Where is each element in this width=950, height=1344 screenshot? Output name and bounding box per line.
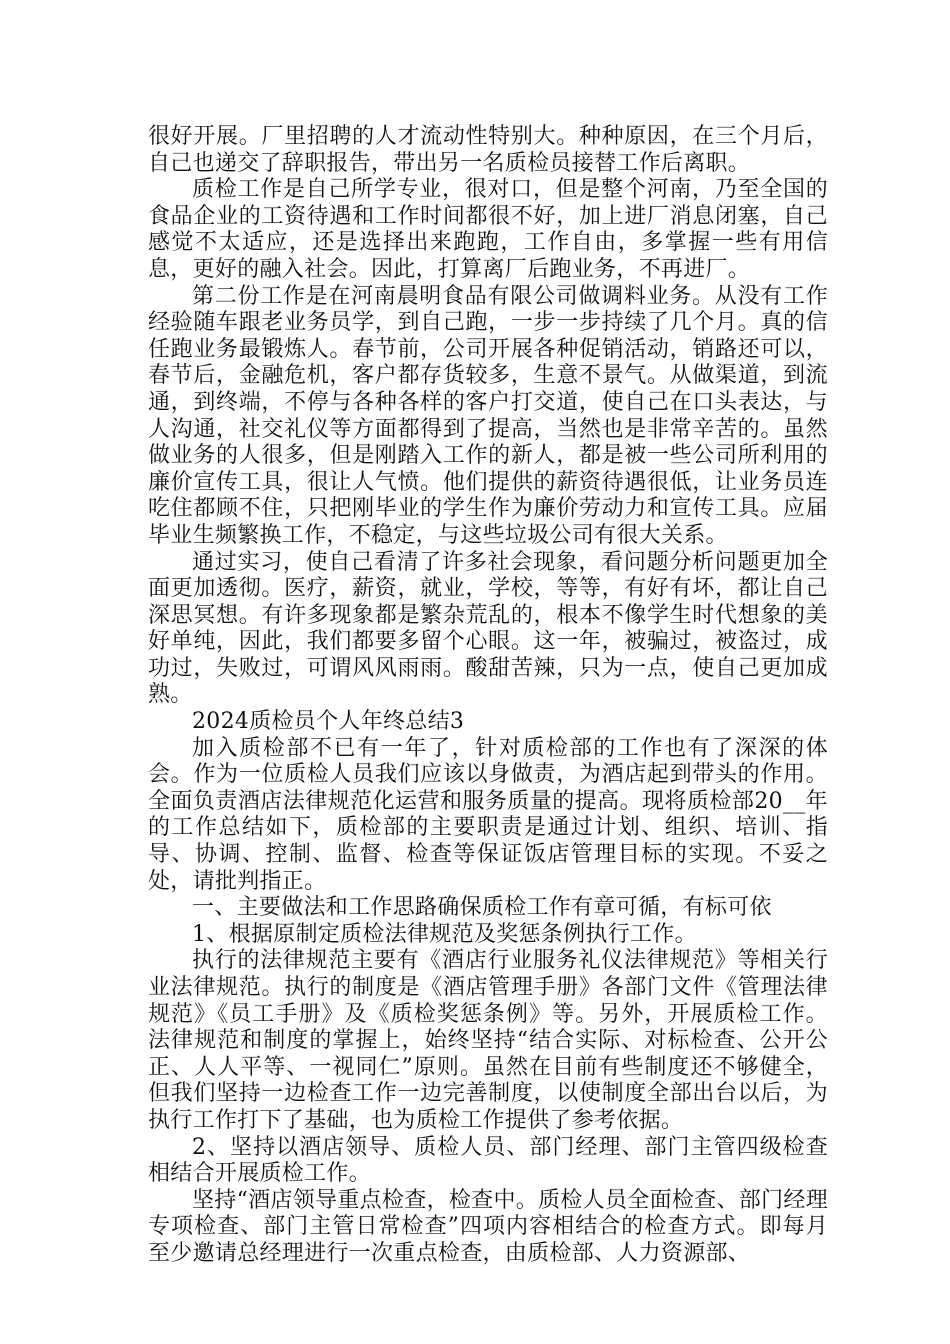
paragraph-internship-summary: 通过实习，使自己看清了许多社会现象，看问题分析问题更加全面更加透彻。医疗，薪资，就业，学校，等等，有好有坏，都让自己深思冥想。有许多现象都是繁杂荒乱的，根本不像学生时代想象的美好单纯，因此，我们都要多留个心眼。这一年，被骗过，被盗过，成功过，失败过，可谓风风雨雨。酸甜苦辣，只为一点，使自己更加成熟。 xyxy=(148,549,828,708)
paragraph-continuation: 很好开展。厂里招聘的人才流动性特别大。种种原因，在三个月后，自己也递交了辞职报告，带出另一名质检员接替工作后离职。 xyxy=(148,124,828,176)
subheading-item-2: 2、坚持以酒店领导、质检人员、部门经理、部门主管四级检查相结合开展质检工作。 xyxy=(148,1134,828,1187)
document-body xyxy=(148,124,828,1268)
paragraph-regulations: 执行的法律规范主要有《酒店行业服务礼仪法律规范》等相关行业法律规范。执行的制度是《酒店管理手册》各部门文件《管理法律规范》《员工手册》及《质检奖惩条例》等。另外，开展质检工作。法律规范和制度的掌握上，始终坚持“结合实际、对标检查、公开公正、人人平等、一视同仁”原则。虽然在目前有些制度还不够健全，但我们坚持一边检查工作一边完善制度，以使制度全部出台以后，为执行工作打下了基础，也为质检工作提供了参考依据。 xyxy=(148,948,828,1133)
paragraph-inspection-method: 坚持“酒店领导重点检查，检查中。质检人员全面检查、部门经理专项检查、部门主管日常检查”四项内容相结合的检查方式。即每月至少邀请总经理进行一次重点检查，由质检部、人力资源部、 xyxy=(148,1187,828,1266)
subheading-one: 一、主要做法和工作思路确保质检工作有章可循，有标可依 xyxy=(192,895,772,921)
subheading-item-1: 1、根据原制定质检法律规范及奖惩条例执行工作。 xyxy=(192,921,697,947)
paragraph-major-reflection: 质检工作是自己所学专业，很对口，但是整个河南，乃至全国的食品企业的工资待遇和工作时间都很不好，加上进厂消息闭塞，自己感觉不太适应，还是选择出来跑跑，工作自由，多掌握一些有用信息，更好的融入社会。因此，打算离厂后跑业务，不再进厂。 xyxy=(148,177,828,282)
paragraph-intro: 加入质检部不已有一年了，针对质检部的工作也有了深深的体会。作为一位质检人员我们应该以身做责，为酒店起到带头的作用。全面负责酒店法律规范化运营和服务质量的提高。现将质检部20__年的工作总结如下，质检部的主要职责是通过计划、组织、培训、指导、协调、控制、监督、检查等保证饭店管理目标的实现。不妥之处，请批判指正。 xyxy=(148,735,828,894)
paragraph-second-job: 第二份工作是在河南晨明食品有限公司做调料业务。从没有工作经验随车跟老业务员学，到自己跑，一步一步持续了几个月。真的信任跑业务最锻炼人。春节前，公司开展各种促销活动，销路还可以，春节后，金融危机，客户都存货较多，生意不景气。从做渠道，到流通，到终端，不停与各种各样的客户打交道，使自己在口头表达，与人沟通，社交礼仪等方面都得到了提高，当然也是非常辛苦的。虽然做业务的人很多，但是刚踏入工作的新人，都是被一些公司所利用的廉价宣传工具，很让人气愤。他们提供的薪资待遇很低，让业务员连吃住都顾不住，只把刚毕业的学生作为廉价劳动力和宣传工具。应届毕业生频繁换工作，不稳定，与这些垃圾公司有很大关系。 xyxy=(148,283,828,548)
section-title: 2024质检员个人年终总结3 xyxy=(192,709,465,735)
